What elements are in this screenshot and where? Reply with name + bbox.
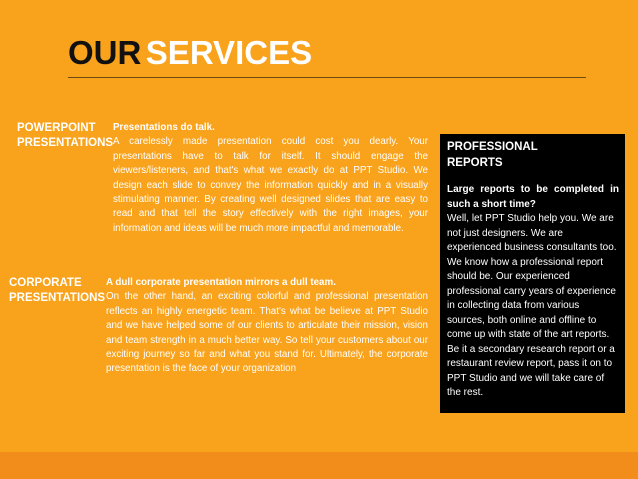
corporate-label-line1: CORPORATE: [9, 277, 82, 289]
corporate-lead: A dull corporate presentation mirrors a dull team.: [106, 277, 336, 288]
reports-body: Well, let PPT Studio help you. We are not just designers. We are experienced business consultants too. We know how a professional report should be. Our experienced professional carry years of experience in collecting data from various sources, both online and offline to come up with state of the art reports. Be it a secondary research report or a restaurant review report, pass it on to PPT Studio and we will take care of the rest.: [447, 213, 617, 398]
professional-reports-box: [440, 134, 625, 413]
powerpoint-description: [113, 121, 428, 236]
powerpoint-lead: Presentations do talk.: [113, 122, 215, 133]
corporate-label-line2: PRESENTATIONS: [9, 292, 106, 304]
corporate-body: On the other hand, an exciting colorful and professional presentation reflects an highly energetic team. That's what be believe at PPT Studio and we have helped some of our clients to articulate their mission, vision and team strength in a much better way. So tell your customers about our exciting journey so far and what you stand for. Ultimately, the corporate presentation is the face of your organization: [106, 291, 428, 375]
reports-title: [447, 139, 619, 171]
powerpoint-body: A carelessly made presentation could cost you dearly. Your presentations have to talk for itself. It should engage the viewers/listeners, and that's what we exactly do at PPT Studio. We design each slide to convey the information quickly and in a visually stimulating manner. By creating well designed slides that are easy to read and that tell the story effectively with the right images, your information and ideas will be much more impactful and memorable.: [113, 136, 428, 234]
title-part-services: SERVICES: [145, 34, 313, 71]
corporate-description: [106, 276, 428, 377]
title-divider: [68, 77, 586, 78]
corporate-label: [9, 276, 105, 306]
footer-band: [0, 452, 638, 479]
title-part-our: OUR: [68, 34, 142, 71]
powerpoint-label-line1: POWERPOINT: [17, 122, 96, 134]
reports-title-line2: REPORTS: [447, 157, 503, 169]
powerpoint-label-line2: PRESENTATIONS: [17, 137, 114, 149]
page-title: [68, 36, 312, 69]
powerpoint-label: [17, 121, 113, 151]
reports-title-line1: PROFESSIONAL: [447, 141, 538, 153]
reports-lead: Large reports to be completed in such a short time?: [447, 184, 619, 210]
